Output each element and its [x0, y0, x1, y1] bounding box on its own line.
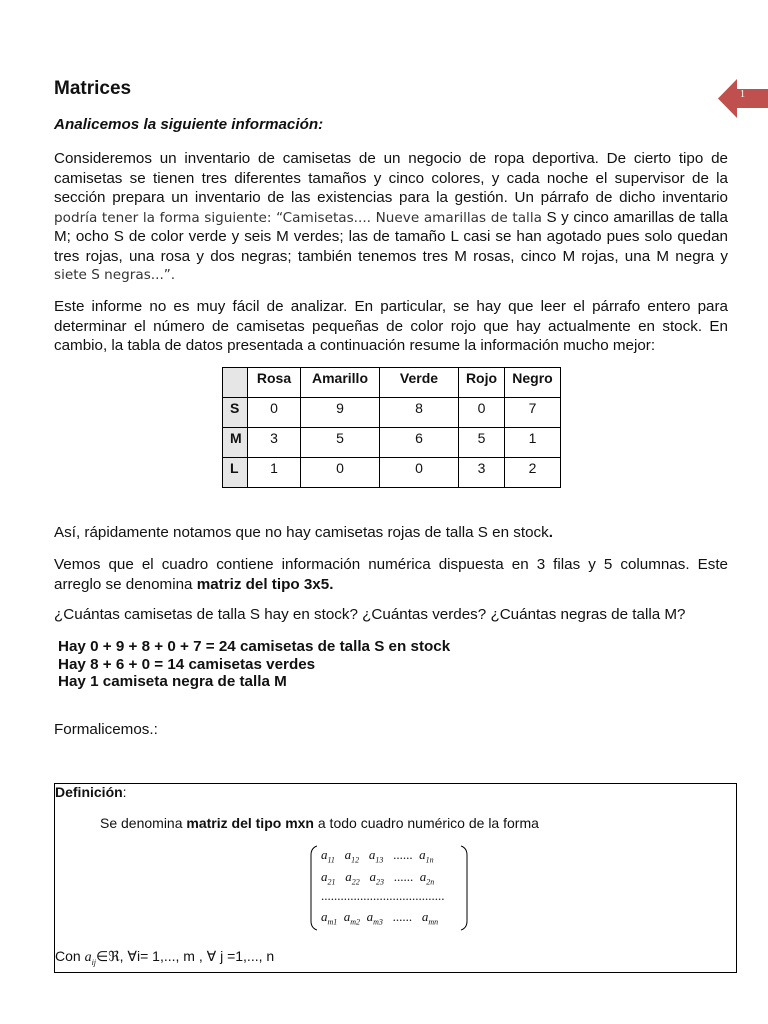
table-cell: 1	[248, 458, 301, 488]
text-span: S y cinco amarillas de talla	[541, 208, 728, 226]
table-header: Verde	[380, 368, 459, 398]
text-line: cambio, la tabla de datos presentada a continuación resume la información mucho mejor:	[54, 337, 656, 354]
text-line: Formalicemos.:	[54, 721, 158, 738]
answer-line: Hay 1 camiseta negra de talla M	[58, 673, 287, 690]
text-span: Se denomina	[100, 815, 187, 831]
answer-line: Hay 8 + 6 + 0 = 14 camisetas verdes	[58, 655, 316, 673]
paragraph-inventory	[54, 149, 728, 286]
ellipsis: ......	[393, 847, 413, 862]
table-header	[223, 368, 248, 398]
text-line: tres rojas, una rosa y dos negras; también tenemos tres M rosas, cinco M rojas, una M negra y	[54, 247, 728, 265]
text-line	[54, 575, 728, 595]
table-row	[223, 398, 561, 428]
question	[54, 605, 728, 625]
table-cell: 0	[459, 398, 505, 428]
text-span: .	[548, 524, 553, 541]
condition-line	[55, 948, 274, 967]
text-line: Vemos que el cuadro contiene información numérica dispuesta en 3 filas y 5 columnas. Este	[54, 556, 728, 573]
table-row	[223, 458, 561, 488]
text-line: ¿Cuántas camisetas de talla S hay en stock? ¿Cuántas verdes? ¿Cuántas negras de talla M?	[54, 606, 686, 623]
paragraph-matrix-type	[54, 555, 728, 594]
table-cell: 2	[505, 458, 561, 488]
table-header: Amarillo	[301, 368, 380, 398]
definition-heading	[55, 784, 127, 800]
ellipsis: ......	[393, 869, 414, 884]
table-cell: 0	[301, 458, 380, 488]
definition-text	[100, 815, 539, 831]
table-cell: 3	[459, 458, 505, 488]
matrix-row: $a_{21}$ $a_{22}$ $a_{23}$ ...... $a_{2n}$	[321, 869, 435, 887]
text-span: a todo cuadro numérico de la forma	[313, 815, 539, 831]
text-span: matriz del tipo 3x5.	[196, 575, 334, 593]
stock-table	[222, 367, 561, 488]
text-line	[54, 208, 728, 228]
general-matrix	[310, 845, 470, 931]
text-span: :	[122, 784, 127, 800]
table-row	[223, 428, 561, 458]
element-aij: $a_{ij}$	[84, 950, 97, 967]
page-title: Matrices	[54, 78, 132, 99]
text-line: sección prepara un inventario de las existencias para la gestión. Un párrafo de dicho inventario	[54, 189, 728, 206]
table-cell: 3	[248, 428, 301, 458]
table-cell: 9	[301, 398, 380, 428]
table-cell: 0	[380, 458, 459, 488]
paragraph-observation	[54, 523, 728, 543]
paragraph-analysis	[54, 297, 728, 356]
table-cell: 5	[459, 428, 505, 458]
text-line: determinar el número de camisetas pequeñas de color rojo que hay actualmente en stock. En	[54, 317, 728, 335]
definition-label: Definición	[55, 784, 123, 800]
table-cell: 0	[248, 398, 301, 428]
text-line: siete S negras...”.	[54, 267, 176, 283]
table-cell: 7	[505, 398, 561, 428]
right-parenthesis	[460, 845, 468, 931]
table-header: Negro	[505, 368, 561, 398]
answers	[58, 638, 732, 691]
formalize-text	[54, 720, 728, 740]
ellipsis: ......	[392, 909, 413, 924]
left-parenthesis	[310, 845, 318, 931]
table-cell: 5	[301, 428, 380, 458]
text-span: podría tener la forma siguiente: “Camisetas.... Nueve amarillas de talla	[54, 209, 542, 226]
text-line: Este informe no es muy fácil de analizar. En particular, se hay que leer el párrafo entero para	[54, 298, 728, 315]
text-span: matriz del tipo mxn	[186, 815, 314, 831]
text-line: camisetas se tienen tres diferentes tamaños y cinco colores, y cada noche el supervisor de la	[54, 169, 728, 187]
table-cell: 6	[380, 428, 459, 458]
text-span: arreglo se denomina	[54, 575, 197, 593]
table-header-row	[223, 368, 561, 398]
table-header: Rosa	[248, 368, 301, 398]
text-line	[54, 523, 728, 543]
matrix-row: $a_{m1}$ $a_{m2}$ $a_{m3}$ ...... $a_{mn}$	[321, 909, 439, 927]
text-span: ∈ℜ, ∀i= 1,..., m , ∀ j =1,..., n	[96, 948, 275, 964]
subtitle: Analicemos la siguiente información:	[54, 116, 324, 133]
text-span: Así, rápidamente notamos que no hay camisetas rojas de talla S en stock	[54, 524, 549, 541]
table-header: Rojo	[459, 368, 505, 398]
row-label: S	[223, 398, 248, 428]
matrix-dots-row: ......................................	[321, 888, 445, 903]
table-cell: 8	[380, 398, 459, 428]
definition-box	[54, 783, 737, 973]
text-line: M; ocho S de color verde y seis M verdes; las de tamaño L casi se han agotado pues solo quedan	[54, 228, 728, 245]
table-cell: 1	[505, 428, 561, 458]
matrix-row: $a_{11}$ $a_{12}$ $a_{13}$ ...... $a_{1n}$	[321, 847, 434, 865]
text-span: Con	[55, 948, 85, 964]
answer-line: Hay 0 + 9 + 8 + 0 + 7 = 24 camisetas de talla S en stock	[58, 638, 451, 655]
row-label: L	[223, 458, 248, 488]
page-number: 1	[740, 89, 745, 100]
row-label: M	[223, 428, 248, 458]
text-line: Consideremos un inventario de camisetas de un negocio de ropa deportiva. De cierto tipo de	[54, 150, 728, 167]
